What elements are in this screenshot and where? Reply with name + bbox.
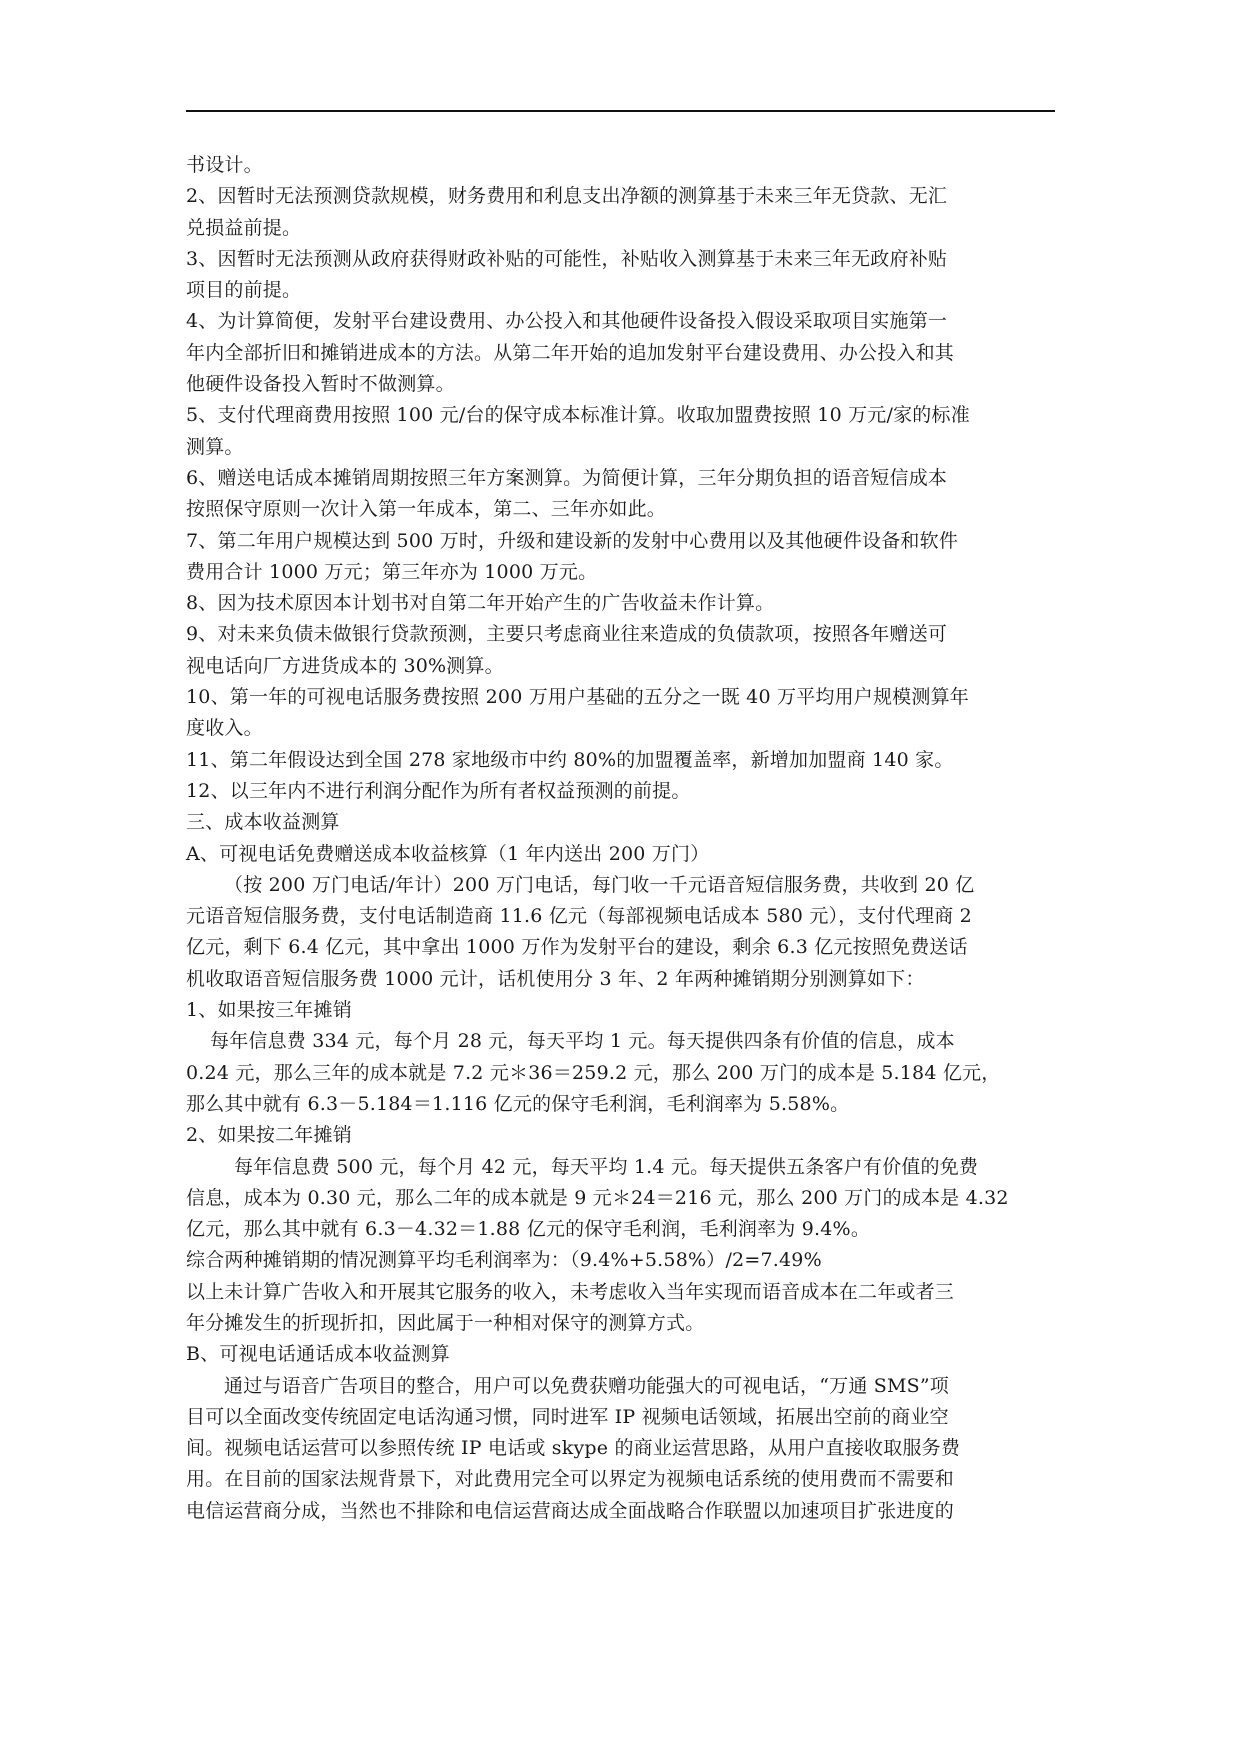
text-line: 元语音短信服务费，支付电话制造商 11.6 亿元（每部视频电话成本 580 元），支付代理商 2 xyxy=(186,905,972,928)
text-line: 5、支付代理商费用按照 100 元/台的保守成本标准计算。收取加盟费按照 10 万元/家的标准 xyxy=(186,404,970,427)
text-line: 那么其中就有 6.3－5.184＝1.116 亿元的保守毛利润，毛利润率为 5.58%。 xyxy=(186,1092,850,1115)
text-line: 费用合计 1000 万元；第三年亦为 1000 万元。 xyxy=(186,560,598,583)
text-line: 9、对未来负债未做银行贷款预测，主要只考虑商业往来造成的负债款项，按照各年赠送可 xyxy=(186,623,948,646)
text-line: 机收取语音短信服务费 1000 元计，话机使用分 3 年、2 年两种摊销期分别测算如下： xyxy=(186,967,925,990)
header-rule xyxy=(186,110,1055,112)
text-line: 2、因暂时无法预测贷款规模，财务费用和利息支出净额的测算基于未来三年无贷款、无汇 xyxy=(186,185,948,208)
text-line: 10、第一年的可视电话服务费按照 200 万用户基础的五分之一既 40 万平均用户规模测算年 xyxy=(186,686,969,709)
text-line: 用。在目前的国家法规背景下，对此费用完全可以界定为视频电话系统的使用费而不需要和 xyxy=(186,1468,955,1491)
text-line: 4、为计算简便，发射平台建设费用、办公投入和其他硬件设备投入假设采取项目实施第一 xyxy=(186,310,948,333)
text-line: 目可以全面改变传统固定电话沟通习惯，同时进军 IP 视频电话领域，拓展出空前的商业空 xyxy=(186,1405,949,1428)
text-line: 每年信息费 500 元，每个月 42 元，每天平均 1.4 元。每天提供五条客户有价值的免费 xyxy=(234,1155,979,1178)
text-line: 项目的前提。 xyxy=(186,279,302,302)
text-line: 间。视频电话运营可以参照传统 IP 电话或 skype 的商业运营思路，从用户直接收取服务费 xyxy=(186,1437,961,1460)
subsection-heading: 2、如果按二年摊销 xyxy=(186,1124,352,1147)
document-body xyxy=(186,150,1055,1527)
text-line: 3、因暂时无法预测从政府获得财政补贴的可能性，补贴收入测算基于未来三年无政府补贴 xyxy=(186,247,948,270)
text-line: 综合两种摊销期的情况测算平均毛利润率为：（9.4%+5.58%）/2=7.49% xyxy=(186,1249,822,1272)
text-line: 通过与语音广告项目的整合，用户可以免费获赠功能强大的可视电话，“万通 SMS”项 xyxy=(224,1374,949,1397)
text-line: 按照保守原则一次计入第一年成本，第二、三年亦如此。 xyxy=(186,498,667,521)
text-line: 8、因为技术原因本计划书对自第二年开始产生的广告收益未作计算。 xyxy=(186,592,775,615)
subsection-heading: B、可视电话通话成本收益测算 xyxy=(186,1343,450,1366)
section-heading: 三、成本收益测算 xyxy=(186,811,340,834)
text-line: 书设计。 xyxy=(186,154,263,176)
text-line: 年内全部折旧和摊销进成本的方法。从第二年开始的追加发射平台建设费用、办公投入和其 xyxy=(186,341,955,364)
text-line: 兑损益前提。 xyxy=(186,216,302,239)
text-line: 7、第二年用户规模达到 500 万时，升级和建设新的发射中心费用以及其他硬件设备和软件 xyxy=(186,529,959,552)
text-line: 11、第二年假设达到全国 278 家地级市中约 80%的加盟覆盖率，新增加加盟商 140 家。 xyxy=(186,748,954,771)
text-line: 0.24 元，那么三年的成本就是 7.2 元＊36＝259.2 元，那么 200 万门的成本是 5.184 亿元， xyxy=(186,1061,1001,1084)
text-line: 以上未计算广告收入和开展其它服务的收入，未考虑收入当年实现而语音成本在二年或者三 xyxy=(186,1280,955,1303)
subsection-heading: A、可视电话免费赠送成本收益核算（1 年内送出 200 万门） xyxy=(186,842,710,865)
text-line: 他硬件设备投入暂时不做测算。 xyxy=(186,373,455,396)
text-line: 6、赠送电话成本摊销周期按照三年方案测算。为简便计算，三年分期负担的语音短信成本 xyxy=(186,466,948,489)
text-line: 度收入。 xyxy=(186,717,263,740)
text-line: （按 200 万门电话/年计）200 万门电话，每门收一千元语音短信服务费，共收到 20 亿 xyxy=(224,873,975,896)
subsection-heading: 1、如果按三年摊销 xyxy=(186,999,352,1022)
text-line: 12、以三年内不进行利润分配作为所有者权益预测的前提。 xyxy=(186,779,691,802)
text-line: 视电话向厂方进货成本的 30%测算。 xyxy=(186,654,504,677)
text-line: 亿元，剩下 6.4 亿元，其中拿出 1000 万作为发射平台的建设，剩余 6.3 亿元按照免费送话 xyxy=(186,936,968,959)
text-line: 亿元，那么其中就有 6.3－4.32＝1.88 亿元的保守毛利润，毛利润率为 9.4%。 xyxy=(186,1218,871,1241)
text-line: 测算。 xyxy=(186,435,244,458)
text-line: 年分摊发生的折现折扣，因此属于一种相对保守的测算方式。 xyxy=(186,1311,705,1334)
text-line: 信息，成本为 0.30 元，那么二年的成本就是 9 元＊24＝216 元，那么 200 万门的成本是 4.32 xyxy=(186,1186,1009,1209)
text-line: 电信运营商分成，当然也不排除和电信运营商达成全面战略合作联盟以加速项目扩张进度的 xyxy=(186,1499,955,1522)
text-line: 每年信息费 334 元，每个月 28 元，每天平均 1 元。每天提供四条有价值的信息，成本 xyxy=(210,1030,955,1053)
